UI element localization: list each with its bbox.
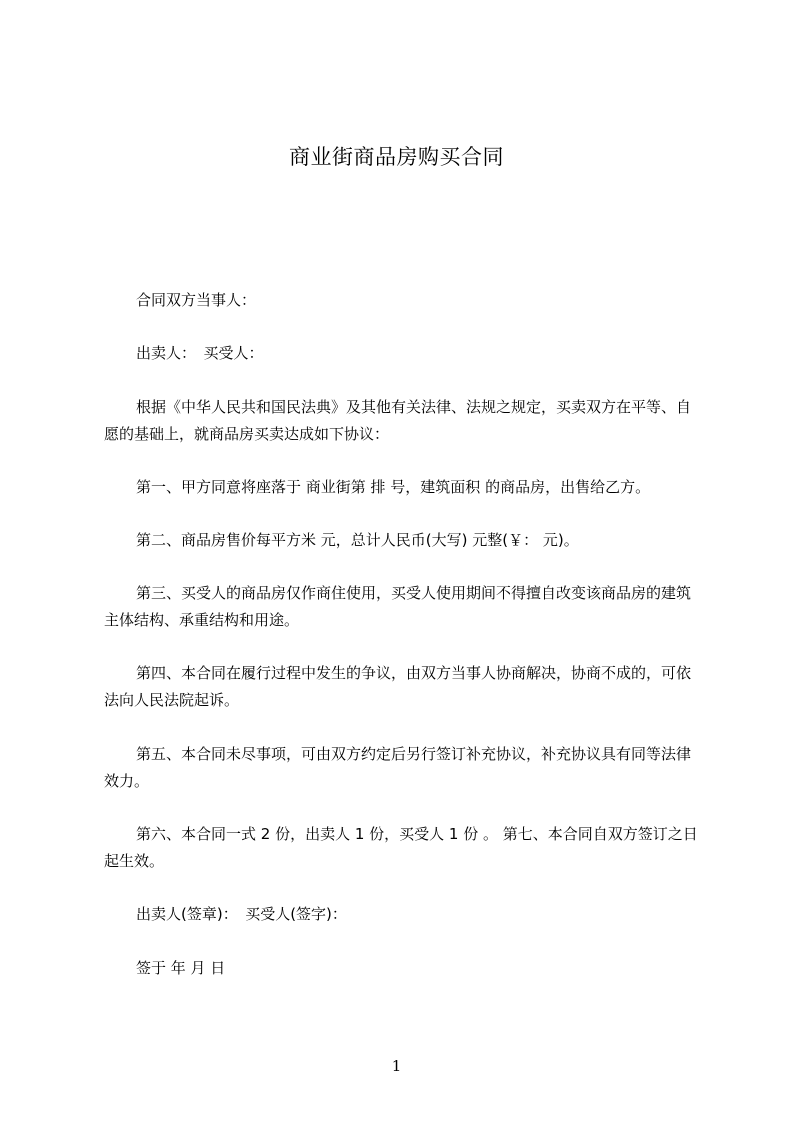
article-4: 第四、本合同在履行过程中发生的争议，由双方当事人协商解决，协商不成的，可依法向人民法院起诉。 bbox=[104, 664, 692, 709]
signing-date-line: 签于 年 月 日 bbox=[136, 959, 226, 977]
article-1: 第一、甲方同意将座落于 商业街第 排 号，建筑面积 的商品房，出售给乙方。 bbox=[136, 478, 651, 496]
article-5: 第五、本合同未尽事项，可由双方约定后另行签订补充协议，补充协议具有同等法律效力。 bbox=[104, 745, 692, 790]
article-2: 第二、商品房售价每平方米 元，总计人民币(大写) 元整(￥： 元)。 bbox=[136, 531, 579, 549]
parties-line: 出卖人： 买受人： bbox=[136, 344, 264, 362]
preamble-paragraph: 根据《中华人民共和国民法典》及其他有关法律、法规之规定，买卖双方在平等、自愿的基础上，就商品房买卖达成如下协议： bbox=[104, 398, 692, 443]
article-3: 第三、买受人的商品房仅作商住使用，买受人使用期间不得擅自改变该商品房的建筑主体结构、承重结构和用途。 bbox=[104, 584, 692, 629]
document-title: 商业街商品房购买合同 bbox=[289, 145, 504, 169]
parties-heading: 合同双方当事人： bbox=[136, 291, 257, 309]
signature-line: 出卖人(签章)： 买受人(签字)： bbox=[136, 905, 347, 923]
page-number: 1 bbox=[391, 1057, 402, 1075]
article-6-7: 第六、本合同一式 2 份，出卖人 1 份，买受人 1 份 。 第七、本合同自双方签订之日起生效。 bbox=[104, 825, 698, 870]
